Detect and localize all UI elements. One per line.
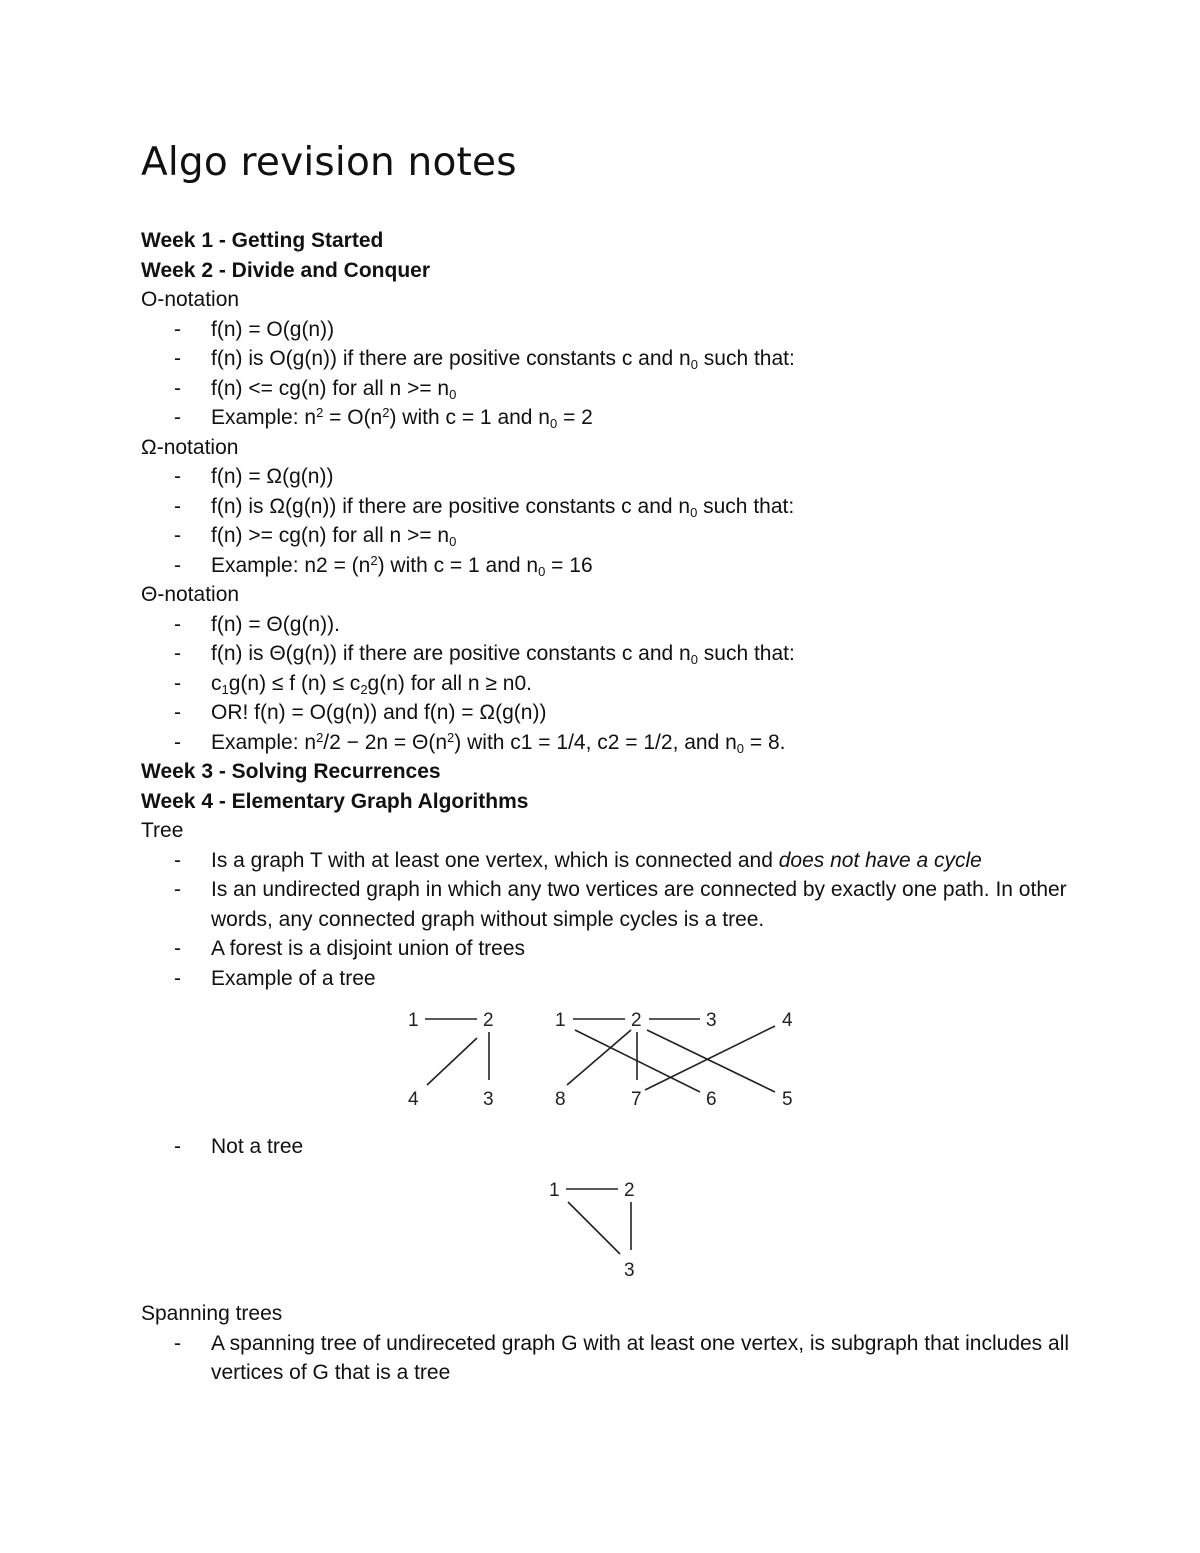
list-item: - Example: $n^2 = O(n^2)$ with c = 1 and $n_0 = 2$	[174, 405, 593, 431]
vertex-label: 8	[555, 1089, 566, 1110]
list-item: - f(n) = Ω(g(n))	[174, 465, 334, 488]
vertex-label: 4	[782, 1010, 793, 1031]
vertex-label: 1	[549, 1180, 560, 1201]
list-item: - Example of a tree	[174, 966, 376, 990]
list-item: - f(n) = O(g(n))	[174, 317, 335, 341]
notes-body	[141, 226, 1141, 993]
vertex-label: 2	[631, 1010, 642, 1031]
list-item: - Example: $n2 = (n^2)$ with c = 1 and $n_0 = 16$	[174, 552, 593, 579]
theta-notation-heading: Θ-notation	[141, 583, 240, 606]
list-item: - Not a tree	[174, 1135, 304, 1158]
vertex-label: 3	[624, 1260, 635, 1281]
tree-heading: Tree	[141, 819, 184, 842]
list-item: - f(n) is Ω(g(n)) if there are positive constants c and $n_0$ such that:	[174, 494, 795, 520]
spanning-block	[141, 1299, 1141, 1388]
list-item: - Is a graph T with at least one vertex, which is connected and does not have a cycle	[174, 848, 982, 872]
list-item: - A forest is a disjoint union of trees	[174, 937, 526, 960]
vertex-label: 1	[408, 1010, 419, 1031]
vertex-label: 6	[706, 1089, 717, 1110]
list-item: - f(n) is Θ(g(n)) if there are positive constants c and $n_0$ such that:	[174, 642, 795, 667]
list-item: - f(n) = Θ(g(n)).	[174, 612, 340, 636]
vertex-label: 1	[555, 1010, 566, 1031]
week3-heading: Week 3 - Solving Recurrences	[141, 760, 441, 783]
page-title: Algo revision notes	[141, 140, 517, 185]
vertex-label: 3	[706, 1010, 717, 1031]
list-item: - f(n) <= cg(n) for all $n >= n_0$	[174, 376, 457, 402]
vertex-label: 4	[408, 1089, 419, 1110]
list-item: - f(n) >= cg(n) for all $n >= n_0$	[174, 524, 457, 549]
edge	[567, 1030, 631, 1085]
list-item: - OR! f(n) = O(g(n)) and f(n) = Ω(g(n))	[174, 701, 547, 724]
list-item: - Example: $n^2/2 - 2n = \Theta(n^2)$ with c1 = 1/4, c2 = 1/2, and $n_0 = 8$.	[174, 729, 786, 756]
edge	[647, 1030, 775, 1092]
spanning-heading: Spanning trees	[141, 1302, 283, 1325]
week2-heading: Week 2 - Divide and Conquer	[141, 258, 431, 282]
list-item: - $c_1g(n) \le f$ $(n) \le c_2g(n)$ for all n ≥ n0.	[174, 671, 532, 697]
vertex-label: 3	[483, 1089, 494, 1110]
list-item: - Is an undirected graph in which any two vertices are connected by exactly one path. In other words, any connected graph without simple cycles is a tree.	[174, 878, 1067, 931]
tree-example-figure	[395, 1000, 815, 1120]
vertex-label: 2	[624, 1180, 635, 1201]
vertex-label: 5	[782, 1089, 793, 1110]
o-notation-heading: O-notation	[141, 288, 240, 311]
week1-heading: Week 1 - Getting Started	[141, 229, 384, 252]
week4-heading: Week 4 - Elementary Graph Algorithms	[141, 789, 529, 813]
not-tree-block	[141, 1132, 1141, 1162]
omega-notation-heading: Ω-notation	[141, 435, 239, 459]
list-item: - A spanning tree of undireceted graph G with at least one vertex, is subgraph that includes all vertices of G that is a tree	[174, 1331, 1070, 1384]
vertex-label: 7	[631, 1089, 642, 1110]
edge	[568, 1202, 620, 1254]
not-tree-figure	[540, 1170, 660, 1285]
list-item: - f(n) is O(g(n)) if there are positive constants c and $n_0$ such that:	[174, 347, 795, 372]
vertex-label: 2	[483, 1010, 494, 1031]
edge	[645, 1026, 775, 1090]
edge	[427, 1038, 477, 1085]
